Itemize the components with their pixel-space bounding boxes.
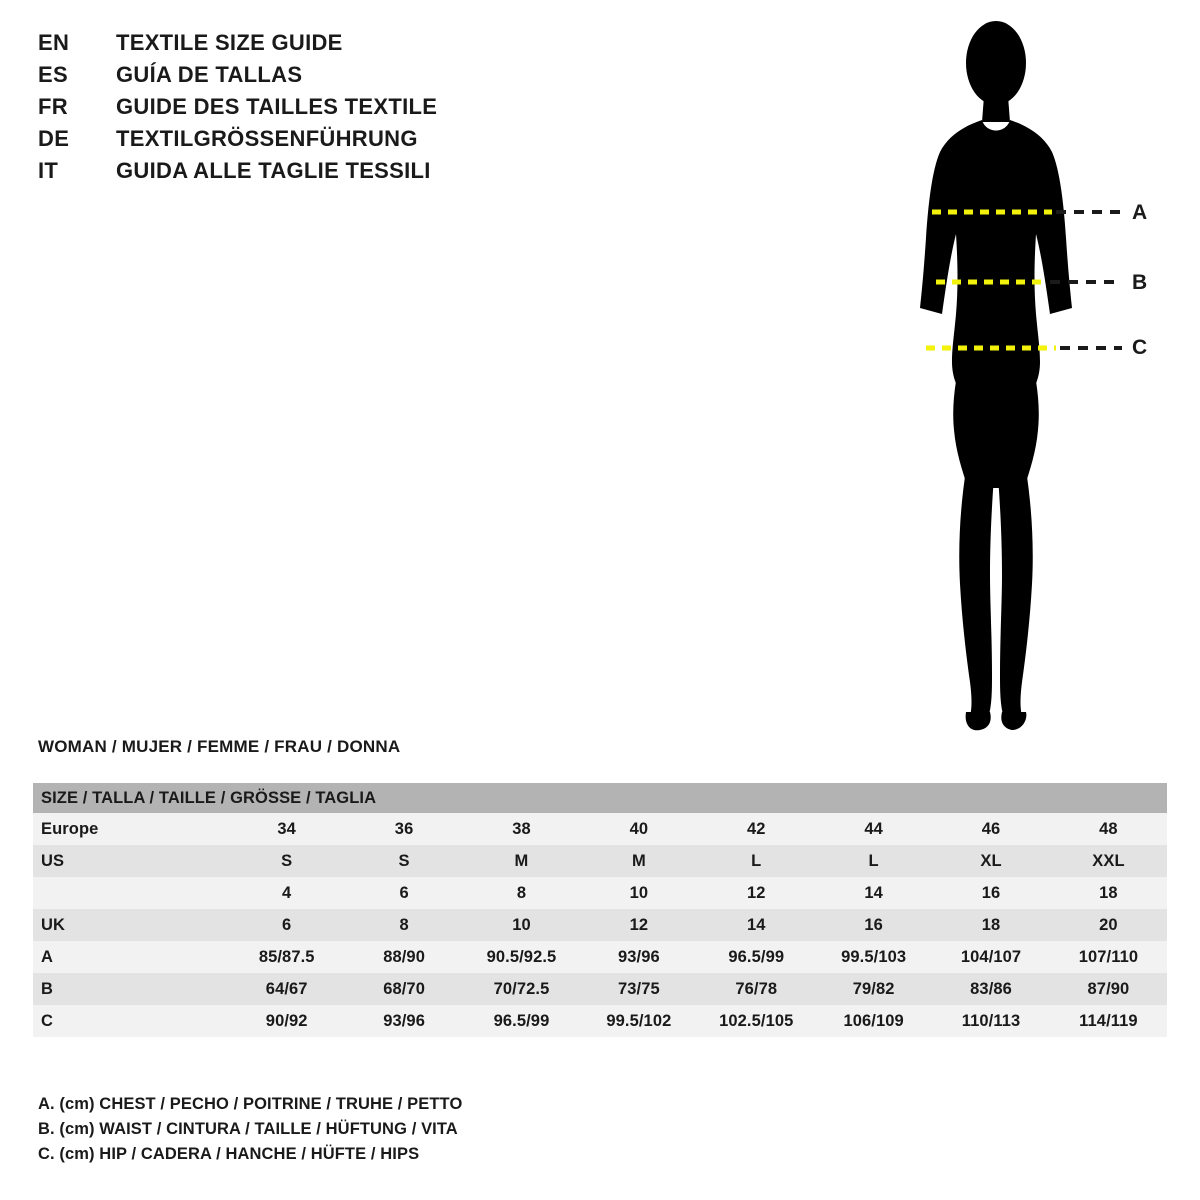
cell: 64/67 bbox=[228, 973, 345, 1005]
cell: 68/70 bbox=[345, 973, 462, 1005]
cell: 40 bbox=[580, 813, 697, 845]
title-text-es: GUÍA DE TALLAS bbox=[116, 62, 303, 87]
legend-line-c: C. (cm) HIP / CADERA / HANCHE / HÜFTE / HIPS bbox=[38, 1145, 420, 1163]
row-label bbox=[33, 877, 228, 909]
table-row bbox=[33, 973, 1167, 1005]
cell: 70/72.5 bbox=[463, 973, 580, 1005]
cell: 93/96 bbox=[580, 941, 697, 973]
cell: 96.5/99 bbox=[698, 941, 815, 973]
cell: 6 bbox=[345, 877, 462, 909]
cell: 106/109 bbox=[815, 1005, 932, 1037]
cell: 87/90 bbox=[1050, 973, 1167, 1005]
measurement-legend bbox=[38, 1092, 938, 1167]
title-lang-fr: FR bbox=[38, 94, 68, 119]
cell: 12 bbox=[580, 909, 697, 941]
measure-label-b: B bbox=[1132, 271, 1148, 294]
cell: 14 bbox=[698, 909, 815, 941]
title-lang-it: IT bbox=[38, 158, 59, 183]
cell: S bbox=[228, 845, 345, 877]
cell: M bbox=[580, 845, 697, 877]
cell: 12 bbox=[698, 877, 815, 909]
cell: 114/119 bbox=[1050, 1005, 1167, 1037]
title-row-de bbox=[38, 126, 658, 158]
cell: L bbox=[698, 845, 815, 877]
title-row-en bbox=[38, 30, 658, 62]
title-text-en: TEXTILE SIZE GUIDE bbox=[116, 30, 343, 55]
row-label: C bbox=[33, 1005, 228, 1037]
table-row bbox=[33, 845, 1167, 877]
cell: 14 bbox=[815, 877, 932, 909]
cell: 18 bbox=[1050, 877, 1167, 909]
cell: 83/86 bbox=[932, 973, 1049, 1005]
female-silhouette-icon bbox=[860, 18, 1190, 758]
cell: 93/96 bbox=[345, 1005, 462, 1037]
row-label: B bbox=[33, 973, 228, 1005]
cell: 16 bbox=[932, 877, 1049, 909]
table-row bbox=[33, 813, 1167, 845]
legend-line-b: B. (cm) WAIST / CINTURA / TAILLE / HÜFTUNG / VITA bbox=[38, 1120, 458, 1138]
table-row bbox=[33, 1005, 1167, 1037]
title-row-it bbox=[38, 158, 658, 190]
title-lang-es: ES bbox=[38, 62, 68, 87]
cell: 88/90 bbox=[345, 941, 462, 973]
cell: 38 bbox=[463, 813, 580, 845]
cell: 44 bbox=[815, 813, 932, 845]
cell: 99.5/103 bbox=[815, 941, 932, 973]
size-table-wrap bbox=[33, 783, 1167, 1037]
cell: 90.5/92.5 bbox=[463, 941, 580, 973]
cell: 8 bbox=[463, 877, 580, 909]
cell: M bbox=[463, 845, 580, 877]
cell: 46 bbox=[932, 813, 1049, 845]
cell: 104/107 bbox=[932, 941, 1049, 973]
cell: 79/82 bbox=[815, 973, 932, 1005]
cell: 73/75 bbox=[580, 973, 697, 1005]
cell: L bbox=[815, 845, 932, 877]
legend-line-a: A. (cm) CHEST / PECHO / POITRINE / TRUHE / PETTO bbox=[38, 1095, 463, 1113]
cell: 102.5/105 bbox=[698, 1005, 815, 1037]
size-table-body bbox=[33, 783, 1167, 1037]
cell: 34 bbox=[228, 813, 345, 845]
title-text-fr: GUIDE DES TAILLES TEXTILE bbox=[116, 94, 438, 119]
cell: 110/113 bbox=[932, 1005, 1049, 1037]
cell: 10 bbox=[463, 909, 580, 941]
cell: 107/110 bbox=[1050, 941, 1167, 973]
cell: S bbox=[345, 845, 462, 877]
table-row bbox=[33, 941, 1167, 973]
table-row bbox=[33, 877, 1167, 909]
measure-label-a: A bbox=[1132, 201, 1148, 224]
cell: 6 bbox=[228, 909, 345, 941]
cell: 48 bbox=[1050, 813, 1167, 845]
table-row bbox=[33, 909, 1167, 941]
row-label: Europe bbox=[33, 813, 228, 845]
row-label: US bbox=[33, 845, 228, 877]
title-lang-en: EN bbox=[38, 30, 70, 55]
cell: 85/87.5 bbox=[228, 941, 345, 973]
measure-label-c: C bbox=[1132, 336, 1148, 359]
cell: 76/78 bbox=[698, 973, 815, 1005]
title-text-it: GUIDA ALLE TAGLIE TESSILI bbox=[116, 158, 431, 183]
row-label: UK bbox=[33, 909, 228, 941]
cell: 8 bbox=[345, 909, 462, 941]
table-header-label: SIZE / TALLA / TAILLE / GRÖSSE / TAGLIA bbox=[33, 783, 1167, 813]
cell: 10 bbox=[580, 877, 697, 909]
cell: 16 bbox=[815, 909, 932, 941]
cell: XL bbox=[932, 845, 1049, 877]
title-row-fr bbox=[38, 94, 658, 126]
row-label: A bbox=[33, 941, 228, 973]
title-text-de: TEXTILGRÖSSENFÜHRUNG bbox=[116, 126, 418, 151]
table-header-row bbox=[33, 783, 1167, 813]
cell: 99.5/102 bbox=[580, 1005, 697, 1037]
title-block bbox=[38, 30, 658, 190]
cell: 90/92 bbox=[228, 1005, 345, 1037]
title-lang-de: DE bbox=[38, 126, 70, 151]
body-figure bbox=[860, 18, 1190, 758]
cell: XXL bbox=[1050, 845, 1167, 877]
cell: 18 bbox=[932, 909, 1049, 941]
cell: 96.5/99 bbox=[463, 1005, 580, 1037]
cell: 20 bbox=[1050, 909, 1167, 941]
size-table bbox=[33, 783, 1167, 1037]
title-row-es bbox=[38, 62, 658, 94]
cell: 4 bbox=[228, 877, 345, 909]
cell: 42 bbox=[698, 813, 815, 845]
section-heading-woman: WOMAN / MUJER / FEMME / FRAU / DONNA bbox=[38, 737, 401, 756]
cell: 36 bbox=[345, 813, 462, 845]
